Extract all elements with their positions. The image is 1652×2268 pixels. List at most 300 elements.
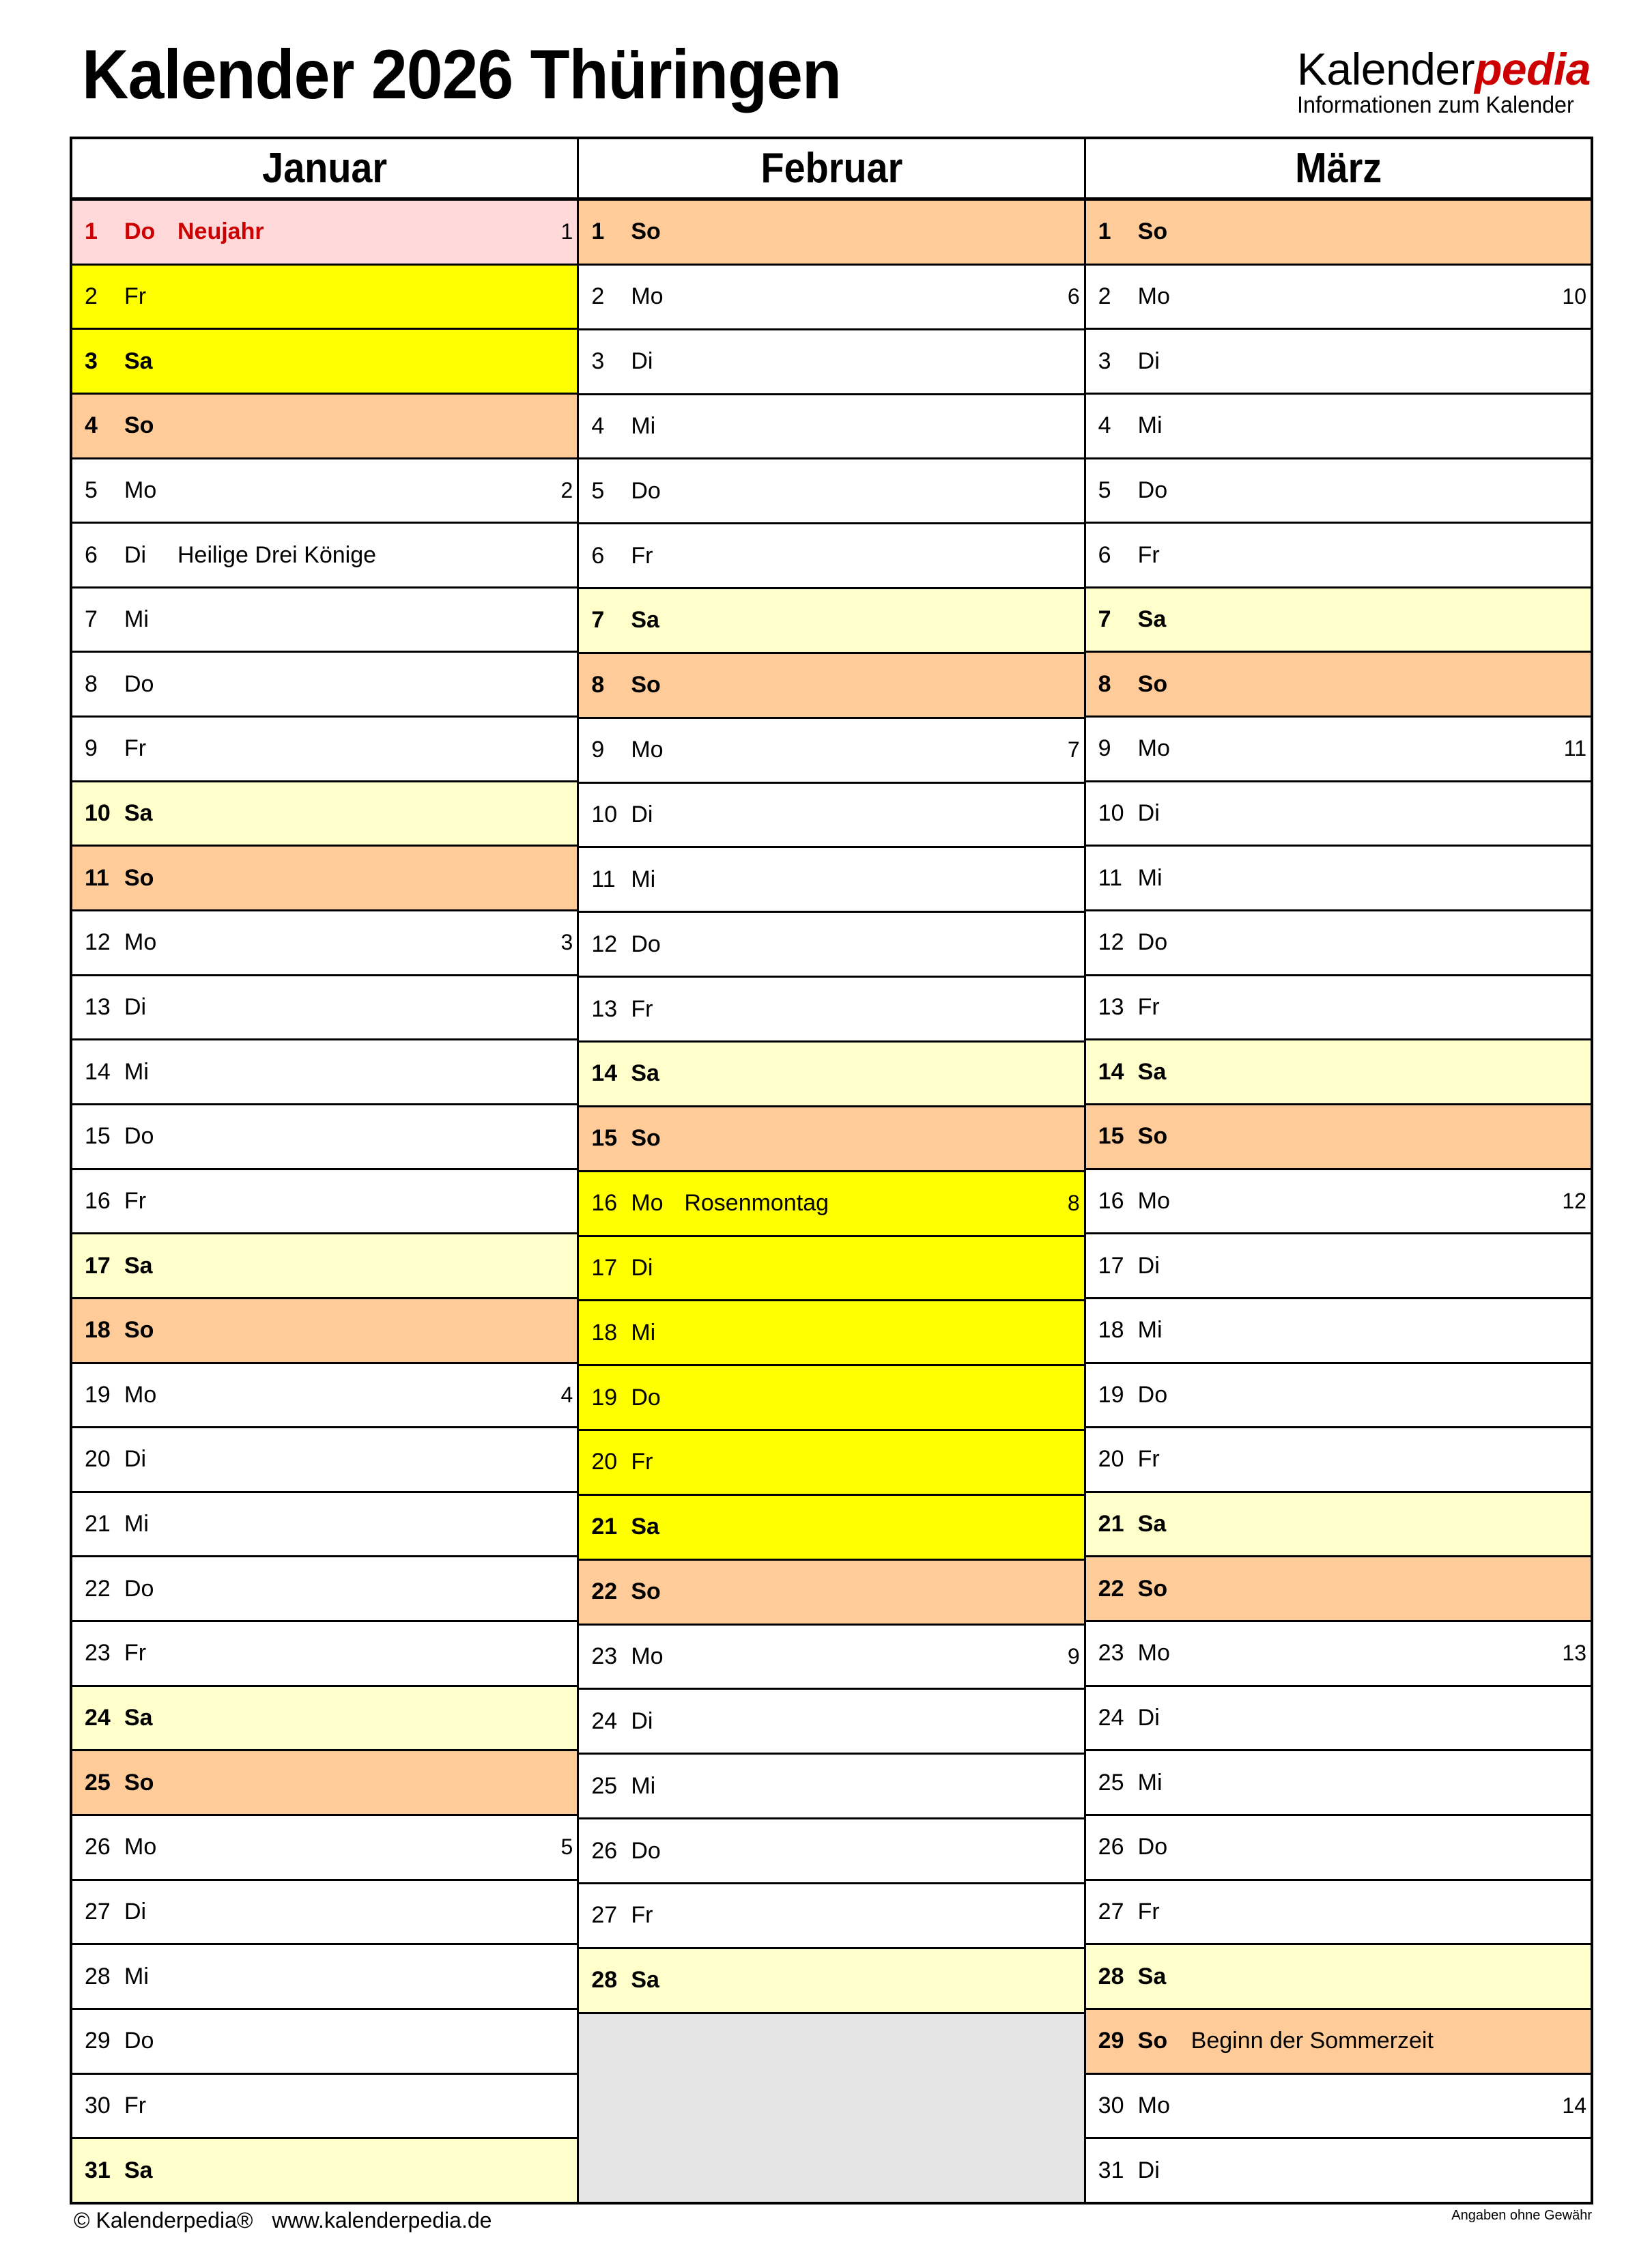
weekday: Mi	[124, 606, 149, 633]
weekday: Sa	[631, 1514, 659, 1540]
day-number: 25	[85, 1769, 111, 1796]
day-row[interactable]	[579, 1235, 1083, 1300]
day-number: 19	[1098, 1381, 1124, 1408]
day-row[interactable]	[72, 393, 577, 457]
day-row[interactable]	[1086, 2008, 1591, 2073]
day-number: 28	[1098, 1963, 1124, 1989]
day-number: 8	[1098, 670, 1111, 697]
day-row[interactable]	[579, 976, 1083, 1040]
day-row[interactable]	[72, 1620, 577, 1685]
day-number: 1	[1098, 218, 1111, 245]
weekday: Fr	[124, 1640, 147, 1667]
day-row[interactable]	[72, 1168, 577, 1233]
week-number: 11	[1563, 736, 1586, 761]
weekday: Mo	[1137, 2092, 1170, 2118]
day-number: 15	[85, 1123, 111, 1150]
day-row[interactable]	[1086, 845, 1591, 909]
weekday: Di	[1137, 348, 1160, 374]
month-name: Januar	[262, 145, 388, 192]
day-row[interactable]	[579, 1105, 1083, 1170]
day-number: 18	[591, 1319, 618, 1346]
weekday: So	[631, 672, 661, 698]
day-number: 17	[591, 1254, 618, 1281]
day-number: 28	[591, 1967, 618, 1994]
day-number: 15	[591, 1125, 618, 1152]
day-row[interactable]	[579, 1559, 1083, 1624]
weekday: Sa	[631, 1060, 659, 1087]
day-number: 31	[1098, 2157, 1124, 2183]
weekday: Mi	[1137, 412, 1163, 439]
day-number: 9	[1098, 735, 1111, 762]
day-number: 14	[591, 1060, 618, 1087]
weekday: Fr	[1137, 541, 1160, 568]
day-number: 16	[1098, 1187, 1124, 1214]
weekday: Mo	[631, 1190, 664, 1217]
day-row[interactable]	[1086, 1038, 1591, 1103]
day-row[interactable]	[72, 457, 577, 522]
day-number: 30	[1098, 2092, 1124, 2118]
week-number: 6	[1067, 284, 1080, 309]
day-number: 11	[591, 866, 616, 892]
day-row[interactable]	[579, 1753, 1083, 1817]
weekday: So	[631, 218, 661, 245]
weekday: Mi	[631, 1772, 656, 1799]
day-row[interactable]	[1086, 2137, 1591, 2202]
day-row[interactable]	[1086, 264, 1591, 328]
day-number: 4	[85, 412, 98, 439]
day-row[interactable]	[72, 1814, 577, 1879]
day-number: 22	[85, 1575, 111, 1602]
day-row[interactable]	[579, 587, 1083, 652]
weekday: So	[631, 1578, 661, 1605]
weekday: Fr	[124, 735, 147, 762]
page-title: Kalender 2026 Thüringen	[82, 36, 841, 113]
day-row[interactable]	[1086, 1297, 1591, 1362]
weekday: Sa	[124, 1705, 153, 1731]
day-row[interactable]	[72, 1749, 577, 1814]
weekday: Di	[631, 1254, 653, 1281]
day-row[interactable]	[579, 1817, 1083, 1882]
weekday: So	[631, 1125, 661, 1152]
weekday: Mi	[124, 1058, 149, 1085]
day-row[interactable]	[1086, 651, 1591, 715]
day-row[interactable]	[1086, 522, 1591, 586]
weekday: Do	[1137, 929, 1168, 956]
day-number: 27	[591, 1902, 618, 1929]
weekday: Di	[1137, 1705, 1160, 1731]
day-number: 7	[591, 607, 605, 634]
day-row[interactable]	[579, 328, 1083, 393]
day-row[interactable]	[1086, 780, 1591, 845]
weekday: Sa	[631, 607, 659, 634]
weekday: Mi	[631, 412, 656, 439]
day-number: 27	[1098, 1898, 1124, 1925]
day-list	[579, 201, 1083, 2202]
day-row[interactable]	[1086, 1362, 1591, 1427]
day-row[interactable]	[1086, 715, 1591, 780]
weekday: Mi	[124, 1963, 149, 1989]
day-number: 23	[591, 1643, 618, 1669]
day-number: 16	[591, 1190, 618, 1217]
month-column-1	[72, 139, 577, 2202]
weekday: Mo	[631, 1643, 664, 1669]
calendar-grid	[70, 137, 1593, 2205]
week-number: 4	[560, 1382, 573, 1407]
day-row[interactable]	[72, 201, 577, 264]
week-number: 5	[560, 1834, 573, 1860]
day-row[interactable]	[1086, 1749, 1591, 1814]
empty-days-filler	[579, 2012, 1083, 2202]
weekday: Do	[631, 477, 661, 504]
day-number: 24	[591, 1707, 618, 1734]
day-row[interactable]	[1086, 1426, 1591, 1491]
weekday: Sa	[1137, 1058, 1167, 1085]
day-row[interactable]	[579, 846, 1083, 911]
weekday: Mi	[1137, 1317, 1163, 1344]
day-number: 18	[1098, 1317, 1124, 1344]
day-number: 9	[591, 737, 605, 763]
month-column-3	[1084, 139, 1591, 2202]
weekday: Di	[631, 1707, 653, 1734]
event-label: Neujahr	[177, 218, 264, 245]
weekday: Sa	[124, 1252, 153, 1279]
day-row[interactable]	[72, 2008, 577, 2073]
weekday: Do	[124, 670, 154, 697]
day-row[interactable]	[1086, 1943, 1591, 2008]
logo-wordmark	[1296, 44, 1591, 94]
day-number: 18	[85, 1317, 111, 1344]
day-row[interactable]	[72, 1297, 577, 1362]
day-row[interactable]	[72, 586, 577, 651]
day-number: 26	[85, 1834, 111, 1860]
weekday: Sa	[631, 1967, 659, 1994]
weekday: So	[1137, 218, 1168, 245]
weekday: Di	[1137, 1252, 1160, 1279]
day-row[interactable]	[1086, 1103, 1591, 1168]
day-number: 19	[591, 1384, 618, 1411]
weekday: Mo	[124, 477, 157, 503]
weekday: So	[1137, 670, 1168, 697]
day-number: 6	[1098, 541, 1111, 568]
day-row[interactable]	[579, 782, 1083, 847]
day-row[interactable]	[1086, 201, 1591, 264]
day-row[interactable]	[579, 1429, 1083, 1494]
logo-main-text: Kalender	[1296, 44, 1475, 94]
day-number: 7	[1098, 606, 1111, 633]
weekday: Do	[124, 2028, 154, 2054]
weekday: Do	[631, 1837, 661, 1864]
weekday: So	[124, 1317, 154, 1344]
day-number: 7	[85, 606, 98, 633]
day-row[interactable]	[72, 715, 577, 780]
weekday: Fr	[124, 1187, 147, 1214]
weekday: Mi	[1137, 864, 1163, 891]
day-number: 31	[85, 2157, 111, 2183]
weekday: Mo	[124, 1381, 157, 1408]
weekday: So	[124, 412, 154, 439]
weekday: Mi	[631, 866, 656, 892]
day-row[interactable]	[579, 201, 1083, 264]
weekday: Fr	[1137, 1898, 1160, 1925]
day-number: 10	[1098, 800, 1124, 827]
day-row[interactable]	[1086, 974, 1591, 1039]
weekday: Mo	[1137, 1640, 1170, 1667]
day-number: 21	[85, 1511, 111, 1537]
weekday: Mi	[1137, 1769, 1163, 1796]
day-number: 11	[85, 864, 109, 891]
day-number: 16	[85, 1187, 111, 1214]
day-row[interactable]	[579, 1170, 1083, 1235]
weekday: Sa	[1137, 606, 1167, 633]
day-number: 13	[591, 995, 618, 1022]
weekday: Do	[1137, 477, 1168, 503]
day-row[interactable]	[579, 393, 1083, 458]
day-row[interactable]	[72, 1491, 577, 1556]
day-number: 14	[85, 1058, 111, 1085]
event-label: Heilige Drei Könige	[177, 541, 377, 568]
day-row[interactable]	[579, 457, 1083, 522]
day-row[interactable]	[579, 264, 1083, 328]
weekday: So	[1137, 1575, 1168, 1602]
weekday: Di	[124, 994, 147, 1020]
day-number: 8	[85, 670, 98, 697]
weekday: So	[1137, 1123, 1168, 1150]
weekday: Mo	[1137, 283, 1170, 309]
month-header	[1086, 139, 1591, 201]
day-number: 24	[85, 1705, 111, 1731]
day-row[interactable]	[72, 651, 577, 715]
day-row[interactable]	[1086, 909, 1591, 974]
day-row[interactable]	[72, 1943, 577, 2008]
day-number: 3	[1098, 348, 1111, 374]
day-row[interactable]	[72, 328, 577, 393]
day-number: 4	[1098, 412, 1111, 439]
day-number: 1	[85, 218, 98, 245]
day-number: 20	[1098, 1446, 1124, 1473]
week-number: 12	[1562, 1188, 1586, 1213]
weekday: Di	[124, 1898, 147, 1925]
day-number: 25	[591, 1772, 618, 1799]
week-number: 14	[1562, 2093, 1586, 2118]
weekday: Fr	[124, 283, 147, 309]
weekday: Di	[631, 348, 653, 375]
day-list	[1086, 201, 1591, 2202]
day-number: 3	[591, 348, 605, 375]
weekday: Sa	[124, 800, 153, 827]
weekday: Di	[1137, 800, 1160, 827]
week-number: 10	[1562, 283, 1586, 309]
day-row[interactable]	[1086, 1685, 1591, 1750]
day-row[interactable]	[72, 2073, 577, 2138]
day-number: 20	[85, 1446, 111, 1473]
day-number: 12	[591, 931, 618, 957]
disclaimer: Angaben ohne Gewähr	[1451, 2208, 1592, 2223]
day-number: 27	[85, 1898, 111, 1925]
day-number: 2	[591, 283, 605, 310]
month-name: März	[1294, 145, 1382, 192]
weekday: Mo	[124, 1834, 157, 1860]
weekday: Fr	[1137, 1446, 1160, 1473]
week-number: 13	[1562, 1641, 1586, 1666]
day-number: 12	[85, 929, 111, 956]
weekday: Do	[124, 1575, 154, 1602]
day-number: 10	[591, 802, 618, 828]
weekday: Di	[124, 541, 147, 568]
day-row[interactable]	[1086, 1491, 1591, 1556]
weekday: Sa	[1137, 1511, 1167, 1537]
event-label: Beginn der Sommerzeit	[1191, 2028, 1434, 2054]
day-number: 4	[591, 412, 605, 439]
day-number: 29	[85, 2028, 111, 2054]
day-number: 30	[85, 2092, 111, 2118]
day-row[interactable]	[579, 1882, 1083, 1947]
day-number: 13	[85, 994, 111, 1020]
day-number: 2	[85, 283, 98, 309]
week-number: 9	[1067, 1643, 1080, 1669]
day-number: 11	[1098, 864, 1122, 891]
weekday: So	[124, 1769, 154, 1796]
day-number: 10	[85, 800, 111, 827]
weekday: Do	[124, 1123, 154, 1150]
day-row[interactable]	[579, 652, 1083, 717]
weekday: Sa	[124, 348, 153, 374]
weekday: Mi	[124, 1511, 149, 1537]
day-number: 24	[1098, 1705, 1124, 1731]
month-header	[72, 139, 577, 201]
week-number: 8	[1067, 1191, 1080, 1216]
day-number: 9	[85, 735, 98, 762]
day-row[interactable]	[1086, 393, 1591, 457]
weekday: Di	[1137, 2157, 1160, 2183]
day-row[interactable]	[1086, 1620, 1591, 1685]
day-row[interactable]	[579, 522, 1083, 587]
weekday: Do	[1137, 1381, 1168, 1408]
day-row[interactable]	[72, 522, 577, 586]
weekday: Do	[1137, 1834, 1168, 1860]
weekday: Do	[631, 931, 661, 957]
day-row[interactable]	[72, 1879, 577, 1944]
day-number: 2	[1098, 283, 1111, 309]
day-row[interactable]	[1086, 586, 1591, 651]
day-row[interactable]	[72, 1362, 577, 1427]
weekday: So	[124, 864, 154, 891]
day-number: 22	[591, 1578, 618, 1605]
weekday: Di	[124, 1446, 147, 1473]
day-row[interactable]	[72, 1426, 577, 1491]
day-row[interactable]	[579, 1364, 1083, 1429]
day-number: 3	[85, 348, 98, 374]
day-row[interactable]	[579, 1624, 1083, 1688]
day-number: 5	[85, 477, 98, 503]
day-row[interactable]	[72, 264, 577, 328]
day-number: 22	[1098, 1575, 1124, 1602]
day-row[interactable]	[72, 1685, 577, 1750]
day-row[interactable]	[1086, 1814, 1591, 1879]
day-row[interactable]	[579, 1494, 1083, 1559]
day-row[interactable]	[579, 1688, 1083, 1753]
day-row[interactable]	[1086, 2073, 1591, 2138]
day-row[interactable]	[1086, 457, 1591, 522]
day-row[interactable]	[1086, 1168, 1591, 1233]
weekday: Fr	[1137, 994, 1160, 1020]
month-column-2	[577, 139, 1083, 2202]
day-row[interactable]	[1086, 1232, 1591, 1297]
day-row[interactable]	[72, 1555, 577, 1620]
day-row[interactable]	[1086, 1879, 1591, 1944]
day-number: 8	[591, 672, 605, 698]
weekday: Mo	[1137, 1187, 1170, 1214]
day-row[interactable]	[72, 909, 577, 974]
day-row[interactable]	[72, 1038, 577, 1103]
day-row[interactable]	[72, 974, 577, 1039]
day-row[interactable]	[72, 2137, 577, 2202]
day-row[interactable]	[579, 1040, 1083, 1105]
kalenderpedia-logo[interactable]	[1297, 46, 1591, 118]
month-name: Februar	[760, 145, 902, 192]
day-number: 23	[1098, 1640, 1124, 1667]
day-number: 26	[1098, 1834, 1124, 1860]
day-row[interactable]	[579, 1947, 1083, 2012]
weekday: Mo	[1137, 735, 1170, 762]
week-number: 1	[560, 219, 573, 244]
day-number: 5	[591, 477, 605, 504]
weekday: Do	[631, 1384, 661, 1411]
day-number: 29	[1098, 2028, 1124, 2054]
weekday: Fr	[631, 1902, 653, 1929]
weekday: Mo	[631, 283, 664, 310]
day-number: 25	[1098, 1769, 1124, 1796]
day-number: 21	[591, 1514, 618, 1540]
day-row[interactable]	[579, 1299, 1083, 1364]
day-row[interactable]	[72, 1232, 577, 1297]
day-number: 14	[1098, 1058, 1124, 1085]
day-row[interactable]	[72, 780, 577, 845]
footer-copyright	[74, 2208, 492, 2233]
week-number: 3	[560, 930, 573, 955]
day-number: 6	[591, 542, 605, 569]
weekday: Sa	[124, 2157, 153, 2183]
weekday: So	[1137, 2028, 1168, 2054]
weekday: Mi	[631, 1319, 656, 1346]
week-number: 2	[560, 477, 573, 502]
day-row[interactable]	[72, 1103, 577, 1168]
day-row[interactable]	[579, 911, 1083, 976]
day-number: 1	[591, 218, 605, 245]
weekday: Mo	[631, 737, 664, 763]
weekday: Do	[124, 218, 156, 245]
weekday: Mo	[124, 929, 157, 956]
weekday: Di	[631, 802, 653, 828]
day-row[interactable]	[72, 845, 577, 909]
weekday: Fr	[631, 1449, 653, 1475]
day-list	[72, 201, 577, 2202]
day-row[interactable]	[1086, 328, 1591, 393]
day-number: 21	[1098, 1511, 1124, 1537]
day-row[interactable]	[579, 717, 1083, 782]
website-link[interactable]: www.kalenderpedia.de	[272, 2208, 492, 2232]
day-number: 28	[85, 1963, 111, 1989]
weekday: Sa	[1137, 1963, 1167, 1989]
day-number: 17	[85, 1252, 111, 1279]
day-number: 6	[85, 541, 98, 568]
logo-accent-text: pedia	[1475, 44, 1591, 94]
week-number: 7	[1067, 737, 1080, 763]
logo-tagline: Informationen zum Kalender	[1296, 92, 1574, 118]
weekday: Fr	[631, 542, 653, 569]
day-number: 17	[1098, 1252, 1124, 1279]
day-row[interactable]	[1086, 1555, 1591, 1620]
weekday: Fr	[124, 2092, 147, 2118]
